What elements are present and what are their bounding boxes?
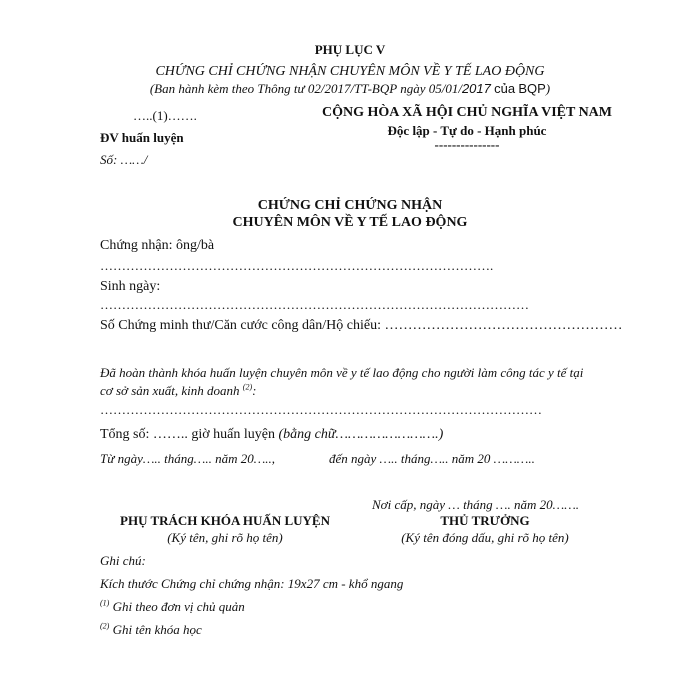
completed-line1: Đã hoàn thành khóa huấn luyện chuyên môn về y tế lao động cho người làm công tác y tế tại — [100, 365, 584, 380]
total-hours-line — [100, 427, 443, 443]
notes-heading: Ghi chú: — [100, 553, 146, 568]
note-1-text: Ghi theo đơn vị chủ quản — [112, 599, 245, 614]
unit-placeholder: …..(1)……. — [133, 108, 197, 123]
issue-place-date: Nơi cấp, ngày … tháng …. năm 20……. — [372, 497, 579, 512]
issued-org: BQP — [518, 81, 546, 96]
training-unit: ĐV huấn luyện — [100, 130, 184, 145]
certify-dots: ………………………………………………………………………………. — [100, 258, 494, 273]
appendix-title: PHỤ LỤC V — [314, 42, 386, 57]
note-size: Kích thước Chứng chỉ chứng nhận: 19x27 cm - khổ ngang — [100, 576, 404, 591]
id-label: Số Chứng minh thư/Căn cước công dân/Hộ chiếu: — [100, 318, 381, 333]
footnote-marker-2: (2) — [100, 621, 110, 631]
dob-dots: ……………………………………………………………………………………… — [100, 297, 529, 312]
footnote-marker-1: (1) — [100, 598, 110, 608]
footnote-ref-2: (2) — [242, 382, 253, 392]
to-date: đến ngày ….. tháng….. năm 20 ……….. — [329, 451, 535, 466]
head-note: (Ký tên đóng dấu, ghi rõ họ tên) — [401, 530, 569, 545]
completed-line2 — [100, 383, 256, 399]
from-date: Từ ngày….. tháng….. năm 20….., — [100, 451, 276, 466]
head-title: THỦ TRƯỞNG — [440, 513, 530, 528]
id-dots: …………………………………………… — [384, 318, 623, 333]
national-motto: Độc lập - Tự do - Hạnh phúc — [387, 123, 547, 138]
note-2-text: Ghi tên khóa học — [112, 622, 202, 637]
issued-year: 2017 — [461, 81, 491, 96]
issued-line — [0, 81, 700, 97]
certificate-title-line1: CHỨNG CHỈ CHỨNG NHẬN — [257, 198, 443, 213]
total-hours-words: (bằng chữ…………………….) — [278, 427, 444, 442]
note-2 — [100, 622, 202, 638]
completed-colon: : — [252, 383, 257, 398]
appendix-subtitle: CHỨNG CHỈ CHỨNG NHẬN CHUYÊN MÔN VỀ Y TẾ LAO ĐỘNG — [155, 64, 545, 79]
certificate-number: Số: ……/ — [100, 152, 148, 167]
issued-prefix: (Ban hành kèm theo Thông tư 02/2017/TT-BQP ngày 05/01/ — [149, 81, 462, 96]
issued-close: ) — [545, 81, 551, 96]
completed-text: cơ sở sản xuất, kinh doanh — [100, 383, 240, 398]
issued-of: của — [494, 81, 516, 96]
training-lead-note: (Ký tên, ghi rõ họ tên) — [167, 530, 283, 545]
training-lead-title: PHỤ TRÁCH KHÓA HUẤN LUYỆN — [120, 513, 330, 528]
completed-dots: ………………………………………………………………………………………… — [100, 402, 542, 417]
country-name: CỘNG HÒA XÃ HỘI CHỦ NGHĨA VIỆT NAM — [321, 105, 612, 120]
dob-label: Sinh ngày: — [100, 279, 161, 294]
note-1 — [100, 599, 245, 615]
certify-label: Chứng nhận: ông/bà — [100, 238, 215, 253]
id-line — [100, 318, 622, 334]
total-hours-label: Tổng số: …….. giờ huấn luyện — [100, 427, 275, 442]
certificate-title-line2: CHUYÊN MÔN VỀ Y TẾ LAO ĐỘNG — [232, 215, 468, 230]
motto-divider: --------------- — [434, 137, 500, 152]
